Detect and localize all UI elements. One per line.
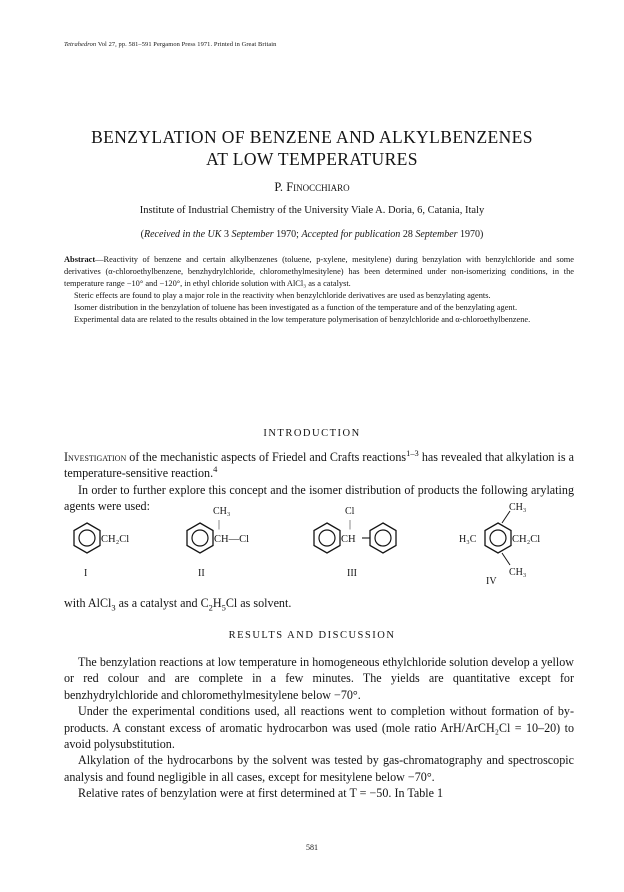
benzene-ring-icon [187, 523, 213, 553]
introduction-heading: INTRODUCTION [263, 428, 361, 439]
subscript-3: 5 [221, 602, 226, 613]
subscript-2: 2 [208, 602, 213, 613]
aromatic-circle-icon [319, 530, 335, 546]
abstract-text-1: —Reactivity of benzene and certain alkylbenzenes (toluene, p-xylene, mesitylene) during benzylation with benzylchloride and some derivatives (α-chloroethylbenzene, benzhydrylchloride, chloromethylmesitylene) has been determined under non-isomerizing conditions, in the temperature range −10° and −120°, in ethyl chloride solution with AlCl₃ as a catalyst. [64, 255, 574, 289]
structure-ii-numeral: II [198, 568, 205, 579]
abstract-paragraph-1 [64, 254, 574, 290]
reference-4: 4 [213, 464, 218, 475]
accepted-label: Accepted for publication [301, 229, 401, 240]
structure-iv-left: H₃C [459, 534, 477, 545]
structure-iv-numeral: IV [486, 576, 497, 587]
accepted-date: 28 [400, 229, 416, 240]
subscript-1: 3 [111, 602, 116, 613]
journal-citation: Vol 27, pp. 581–591 Pergamon Press 1971. Printed in Great Britain [96, 41, 277, 48]
aromatic-circle-icon [490, 530, 506, 546]
abstract-paragraph-3: Isomer distribution in the benzylation of toluene has been investigated as a function of the temperature and of the benzylating agent. [74, 303, 518, 313]
introduction-paragraph-1 [64, 449, 574, 482]
paper-title-line-2: AT LOW TEMPERATURES [206, 149, 418, 169]
paper-title-line-1: BENZYLATION OF BENZENE AND ALKYLBENZENES [91, 127, 533, 147]
solvent-line [64, 596, 291, 611]
results-paragraph-4: Relative rates of benzylation were at first determined at T = −50. In Table 1 [78, 786, 444, 801]
benzene-ring-icon [485, 523, 511, 553]
structure-iii-numeral: III [347, 568, 357, 579]
reference-1-3: 1–3 [406, 447, 419, 458]
page-number: 581 [306, 843, 318, 852]
received-line [0, 229, 624, 240]
results-paragraph-2: Under the experimental conditions used, all reactions went to completion without formation of by-products. A constant excess of aromatic hydrocarbon was used (mole ratio ArH/ArCH₂Cl = 10–20) to avoid polysubstitution. [64, 704, 574, 752]
solvent-text-d: Cl as solvent. [225, 596, 292, 610]
abstract-heading: Abstract [64, 255, 96, 264]
running-header [64, 41, 276, 48]
structure-i-group: CH₂Cl [101, 534, 130, 545]
structure-i-numeral: I [84, 568, 88, 579]
introduction-lead-word: Investigation [64, 450, 127, 464]
structure-iii-top: Cl [345, 506, 355, 517]
structure-iii-bond: | [349, 519, 352, 530]
structure-iv [459, 503, 540, 587]
accepted-month: September [415, 229, 458, 240]
structure-ii-bond: | [218, 519, 221, 530]
results-paragraph-1: The benzylation reactions at low temperature in homogeneous ethylchloride solution develop a yellow or red colour and are complete in a few minutes. The yields are quantitative except for benzhydrylchloride and chloromethylmesitylene below −70°. [64, 655, 574, 702]
structure-ii-top: CH₃ [213, 506, 231, 517]
received-month: September [231, 229, 274, 240]
aromatic-circle-icon [79, 530, 95, 546]
author-initial: P. [274, 180, 287, 194]
author [0, 180, 624, 195]
received-label: Received in the UK [143, 229, 222, 240]
structure-ii-group: CH—Cl [214, 534, 250, 545]
affiliation: Institute of Industrial Chemistry of the University Viale A. Doria, 6, Catania, Italy [139, 205, 485, 216]
abstract-paragraph-4: Experimental data are related to the results obtained in the low temperature polymerisation of benzylchloride and α-chloroethylbenzene. [74, 315, 531, 325]
structure-ii [187, 506, 249, 579]
abstract-paragraph-2: Steric effects are found to play a major role in the reactivity when benzylchloride derivatives are used as benzylating agents. [74, 291, 491, 301]
structure-iii [314, 506, 396, 579]
benzene-ring-icon [370, 523, 396, 553]
structure-iv-bottom: CH₃ [509, 567, 527, 578]
received-open: ( [140, 229, 144, 240]
results-paragraph-3: Alkylation of the hydrocarbons by the solvent was tested by gas-chromatography and spectroscopic analysis and found negligible in all cases, except for mesitylene below −70°. [64, 753, 574, 784]
solvent-text-c: H [212, 596, 222, 610]
aromatic-circle-icon [375, 530, 391, 546]
structure-iii-group: CH [341, 534, 356, 545]
journal-name: Tetrahedron [64, 41, 97, 48]
structure-iv-right: CH₂Cl [512, 534, 541, 545]
structure-iv-top: CH₃ [509, 503, 527, 513]
aromatic-circle-icon [192, 530, 208, 546]
solvent-text-b: as a catalyst and C [115, 596, 209, 610]
chemical-structures [0, 503, 624, 593]
benzene-ring-icon [314, 523, 340, 553]
bond-line [502, 553, 510, 565]
received-date: 3 [221, 229, 232, 240]
introduction-text-a: of the mechanistic aspects of Friedel and Crafts reactions [126, 450, 407, 464]
abstract [64, 254, 574, 327]
results-heading: RESULTS AND DISCUSSION [228, 630, 396, 641]
results-body [64, 654, 574, 802]
received-year: 1970; [273, 229, 302, 240]
author-surname: Finocchiaro [286, 180, 350, 194]
solvent-text-a: with AlCl [64, 596, 112, 610]
structure-i [74, 523, 129, 579]
benzene-ring-icon [74, 523, 100, 553]
introduction-text-b: has revealed that alkylation is a temperature-sensitive reaction. [64, 450, 574, 481]
introduction-paragraph-2: In order to further explore this concept and the isomer distribution of products the following arylating agents were used: [64, 482, 574, 514]
accepted-year: 1970) [457, 229, 484, 240]
